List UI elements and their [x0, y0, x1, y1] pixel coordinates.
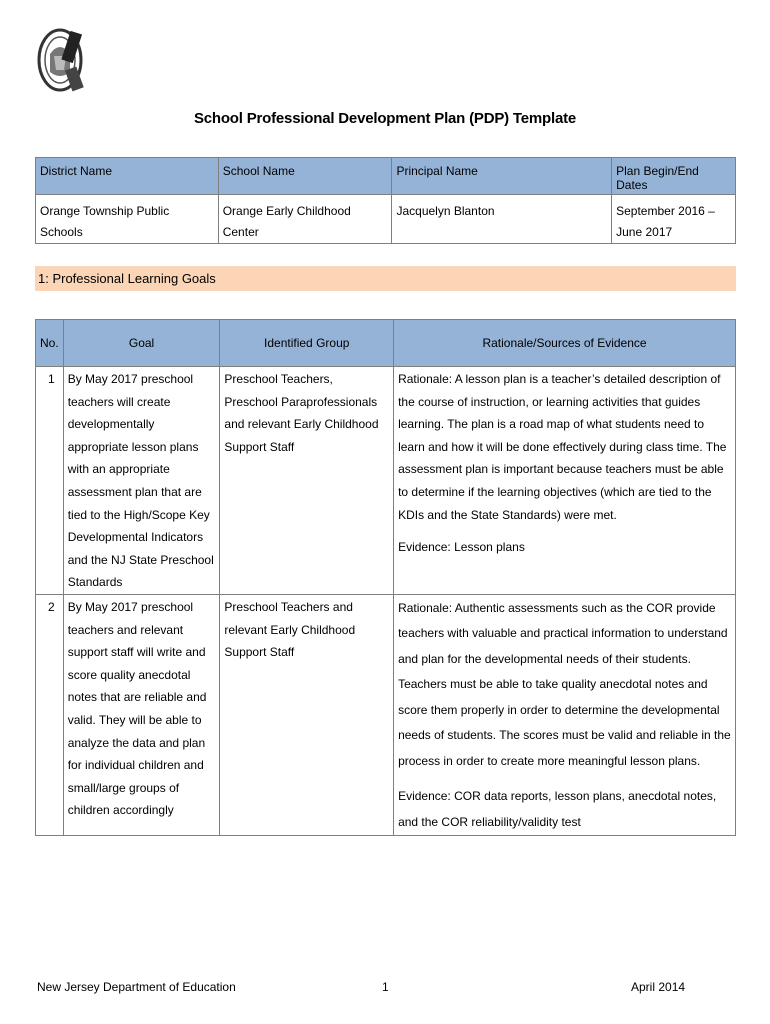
school-name-value: Orange Early Childhood Center — [218, 195, 392, 244]
plan-dates-value: September 2016 – June 2017 — [612, 195, 736, 244]
rationale-text: Rationale: Authentic assessments such as the COR provide teachers with valuable and practical information to understand and plan for the developmental needs of their students. Teachers must be able to take quality anecdotal notes and score them properly in order to determine the developmental needs of students. The scores must be valid and reliable in the process in order to create more meaningful lesson plans. — [398, 600, 731, 768]
goal-text: By May 2017 preschool teachers will create developmentally appropriate lesson plans with an appropriate assessment plan that are tied to the High/Scope Key Developmental Indicators and the NJ State Preschool Standards — [63, 367, 220, 595]
district-info-table — [35, 157, 736, 244]
principal-name-header: Principal Name — [392, 158, 612, 195]
section-heading: 1: Professional Learning Goals — [35, 266, 736, 291]
group-header: Identified Group — [220, 320, 394, 367]
district-header-row — [36, 158, 736, 195]
rationale-header: Rationale/Sources of Evidence — [394, 320, 736, 367]
page-number: 1 — [382, 980, 389, 994]
identified-group: Preschool Teachers and relevant Early Childhood Support Staff — [220, 594, 394, 836]
evidence-text: Evidence: Lesson plans — [398, 540, 525, 555]
district-name-header: District Name — [36, 158, 219, 195]
footer-right: April 2014 — [631, 980, 686, 994]
district-value-row — [36, 195, 736, 244]
rationale-text: Rationale: A lesson plan is a teacher’s detailed description of the course of instruction, or learning activities that guides learning. The plan is a road map of what students need to learn and how it will be done effectively during class time. The assessment plan is important because teachers must be able to determine if the learning objectives (which are tied to the KDIs and the State Standards) were met. — [398, 372, 727, 522]
rationale-cell — [394, 594, 736, 836]
rationale-cell — [394, 367, 736, 595]
document-title: School Professional Development Plan (PDP) Template — [193, 110, 577, 127]
goal-header: Goal — [63, 320, 220, 367]
goal-text: By May 2017 preschool teachers and relevant support staff will write and score quality anecdotal notes that are reliable and valid. They will be able to analyze the data and plan for individual children and small/large groups of children accordingly — [63, 594, 220, 836]
nj-doe-seal-logo — [36, 26, 84, 98]
identified-group: Preschool Teachers, Preschool Paraprofessionals and relevant Early Childhood Support Staff — [220, 367, 394, 595]
goals-header-row — [36, 320, 736, 367]
goal-row — [36, 594, 736, 836]
no-header: No. — [36, 320, 64, 367]
footer-left: New Jersey Department of Education — [37, 980, 236, 994]
school-name-header: School Name — [218, 158, 392, 195]
plan-dates-header: Plan Begin/End Dates — [612, 158, 736, 195]
evidence-text: Evidence: COR data reports, lesson plans, anecdotal notes, and the COR reliability/validity test — [398, 789, 717, 829]
goals-table — [35, 319, 736, 836]
goal-number: 1 — [36, 367, 64, 595]
principal-name-value: Jacquelyn Blanton — [392, 195, 612, 244]
goal-number: 2 — [36, 594, 64, 836]
goal-row — [36, 367, 736, 595]
district-name-value: Orange Township Public Schools — [36, 195, 219, 244]
